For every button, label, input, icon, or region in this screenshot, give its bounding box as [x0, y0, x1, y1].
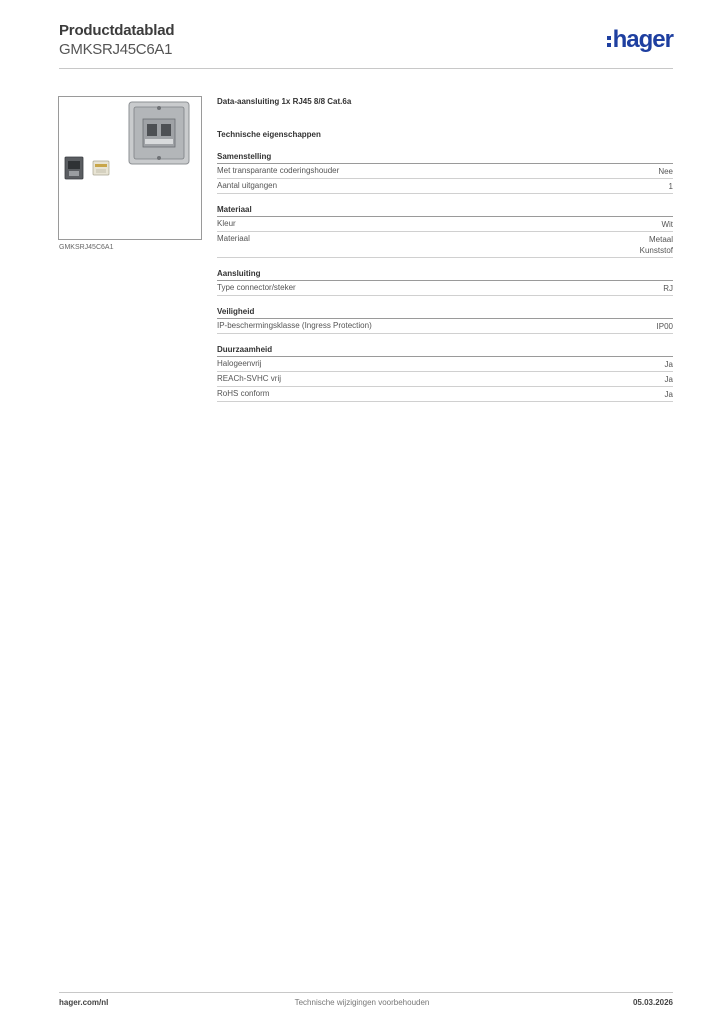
spec-value: [640, 234, 673, 256]
spec-row: [217, 179, 673, 194]
spec-section: [217, 150, 673, 194]
image-caption: GMKSRJ45C6A1: [59, 244, 114, 251]
spec-value: [665, 374, 673, 385]
product-title: Data-aansluiting 1x RJ45 8/8 Cat.6a: [217, 97, 352, 106]
spec-value-line: Kunststof: [639, 246, 673, 255]
product-photo-icon: [59, 97, 201, 239]
spec-label: Halogeenvrij: [217, 359, 262, 368]
spec-row: [217, 372, 673, 387]
spec-value-line: Ja: [664, 360, 673, 369]
spec-label: Aantal uitgangen: [217, 181, 278, 190]
spec-label: REACh-SVHC vrij: [217, 374, 282, 383]
header-divider: [59, 68, 673, 69]
spec-label: RoHS conform: [217, 389, 270, 398]
spec-row: [217, 357, 673, 372]
spec-row: [217, 387, 673, 402]
spec-row: [217, 281, 673, 296]
spec-section: [217, 343, 673, 402]
spec-value-line: RJ: [663, 284, 673, 293]
spec-content: [217, 96, 673, 402]
footer-divider: [59, 992, 673, 993]
spec-label: Type connector/steker: [217, 283, 296, 292]
spec-section: [217, 203, 673, 258]
logo-dots-icon: [607, 36, 611, 47]
section-title: Duurzaamheid: [217, 343, 673, 357]
spec-label: IP-beschermingsklasse (Ingress Protection): [217, 321, 372, 330]
footer-date: 05.03.2026: [632, 998, 673, 1007]
product-image: [58, 96, 202, 240]
section-title: Materiaal: [217, 203, 673, 217]
spec-value-line: Metaal: [648, 235, 673, 244]
logo-text: hager: [612, 26, 673, 53]
spec-value: [663, 283, 673, 294]
document-title: Productdatablad: [59, 22, 175, 39]
spec-label: Met transparante coderingshouder: [217, 166, 340, 175]
spec-row: [217, 217, 673, 232]
spec-value-line: Nee: [658, 167, 673, 176]
spec-row: [217, 164, 673, 179]
spec-row: [217, 232, 673, 258]
tech-properties-heading: Technische eigenschappen: [217, 130, 321, 139]
spec-value-line: Wit: [661, 220, 673, 229]
spec-value: [661, 219, 673, 230]
spec-section: [217, 267, 673, 296]
section-title: Samenstelling: [217, 150, 673, 164]
spec-value-line: Ja: [664, 390, 673, 399]
spec-row: [217, 319, 673, 334]
spec-value: [657, 321, 673, 332]
spec-value: [669, 181, 673, 192]
spec-label: Materiaal: [217, 234, 250, 243]
spec-value: [665, 389, 673, 400]
spec-sections: [217, 150, 673, 402]
section-title: Veiligheid: [217, 305, 673, 319]
page-header: [59, 20, 673, 70]
footer-url[interactable]: hager.com/nl: [59, 998, 109, 1007]
spec-value: [658, 166, 673, 177]
spec-section: [217, 305, 673, 334]
footer-note: Technische wijzigingen voorbehouden: [294, 998, 430, 1007]
product-code: GMKSRJ45C6A1: [59, 41, 173, 58]
spec-value-line: IP00: [656, 322, 673, 331]
spec-label: Kleur: [217, 219, 236, 228]
spec-value: [665, 359, 673, 370]
spec-value-line: 1: [668, 182, 673, 191]
hager-logo: [607, 28, 673, 52]
section-title: Aansluiting: [217, 267, 673, 281]
spec-value-line: Ja: [664, 375, 673, 384]
